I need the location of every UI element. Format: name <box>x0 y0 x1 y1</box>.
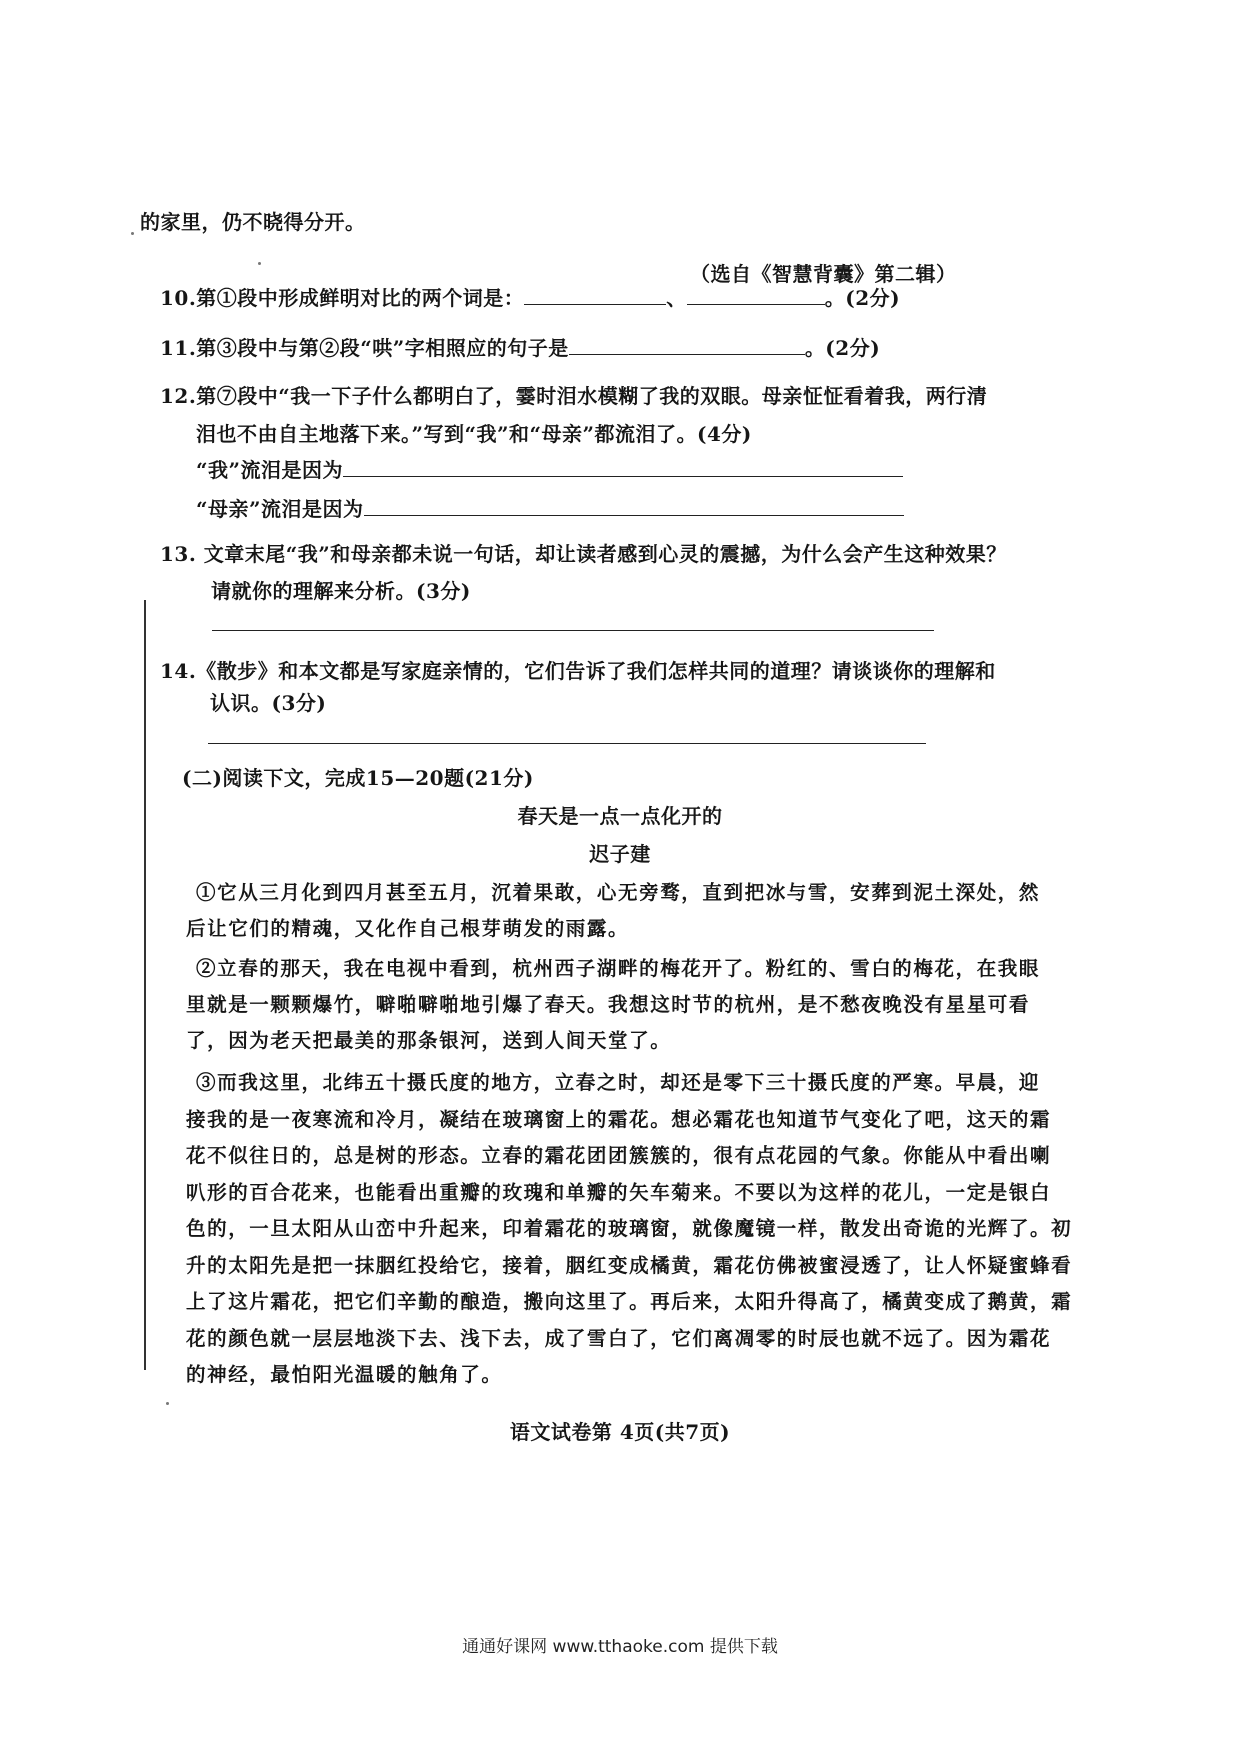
question-10 <box>160 282 900 311</box>
paragraph-3-line: 花的颜色就一层层地淡下去、浅下去，成了雪白了，它们离凋零的时辰也就不远了。因为霜花 <box>186 1326 1052 1350</box>
question-14-line1: 14.《散步》和本文都是写家庭亲情的，它们告诉了我们怎样共同的道理？请谈谈你的理解和 <box>160 659 996 683</box>
answer-line[interactable] <box>208 743 926 744</box>
answer-blank[interactable] <box>569 336 805 355</box>
question-12-line1: 12.第⑦段中“我一下子什么都明白了，霎时泪水模糊了我的双眼。母亲怔怔看着我，两行清 <box>160 384 988 408</box>
scan-speck <box>166 1402 169 1405</box>
scan-speck <box>258 262 261 265</box>
scan-speck <box>131 232 134 235</box>
answer-blank[interactable] <box>687 286 825 305</box>
paragraph-3-line: 升的太阳先是把一抹胭红投给它，接着，胭红变成橘黄，霜花仿佛被蜜浸透了，让人怀疑蜜蜂看 <box>186 1253 1073 1277</box>
source-note: （选自《智慧背囊》第二辑） <box>690 262 957 286</box>
question-13-line2: 请就你的理解来分析。(3分) <box>211 579 471 603</box>
question-10-text: 10.第①段中形成鲜明对比的两个词是： <box>160 286 525 310</box>
question-11-text: 11.第③段中与第②段“哄”字相照应的句子是 <box>160 336 569 360</box>
paragraph-2-line: ②立春的那天，我在电视中看到，杭州西子湖畔的梅花开了。粉红的、雪白的梅花，在我眼 <box>196 957 1041 980</box>
answer-blank[interactable] <box>524 286 666 305</box>
paragraph-3-line: 色的，一旦太阳从山峦中升起来，印着霜花的玻璃窗，就像魔镜一样，散发出奇诡的光辉了。初 <box>186 1217 1073 1240</box>
article-author: 迟子建 <box>589 842 651 866</box>
paragraph-3-line: 叭形的百合花来，也能看出重瓣的玫瑰和单瓣的矢车菊来。不要以为这样的花儿，一定是银白 <box>186 1180 1052 1204</box>
question-12-line2: 泪也不由自主地落下来。”写到“我”和“母亲”都流泪了。(4分) <box>196 422 752 446</box>
paragraph-1-line: 后让它们的精魂，又化作自己根芽萌发的雨露。 <box>186 917 630 940</box>
answer-label: “我”流泪是因为 <box>196 458 344 482</box>
answer-blank[interactable] <box>364 497 904 516</box>
paragraph-2-line: 了，因为老天把最美的那条银河，送到人间天堂了。 <box>186 1029 672 1052</box>
paragraph-3-line: 的神经，最怕阳光温暖的触角了。 <box>186 1363 503 1386</box>
page-number-footer: 语文试卷第 4页(共7页) <box>509 1419 731 1444</box>
question-10-sep: 、 <box>666 286 687 310</box>
answer-label: “母亲”流泪是因为 <box>196 497 364 521</box>
paragraph-3-line: 接我的是一夜寒流和冷月，凝结在玻璃窗上的霜花。想必霜花也知道节气变化了吧，这天的霜 <box>186 1107 1052 1131</box>
paragraph-1-line: ①它从三月化到四月甚至五月，沉着果敢，心无旁骛，直到把冰与雪，安葬到泥土深处，然 <box>196 881 1041 904</box>
continuation-line: 的家里，仍不晓得分开。 <box>140 210 366 234</box>
question-11 <box>160 332 880 361</box>
answer-line[interactable] <box>212 630 934 631</box>
paragraph-2-line: 里就是一颗颗爆竹，噼啪噼啪地引爆了春天。我想这时节的杭州，是不愁夜晚没有星星可看 <box>186 993 1031 1016</box>
question-12-answer-1 <box>196 454 903 483</box>
question-10-score: 。(2分) <box>824 286 901 310</box>
margin-line <box>144 600 146 1370</box>
paragraph-3-line: 上了这片霜花，把它们辛勤的酿造，搬向这里了。再后来，太阳升得高了，橘黄变成了鹅黄，霜 <box>186 1290 1073 1313</box>
section-2-heading: (二)阅读下文，完成15—20题(21分) <box>182 766 534 790</box>
paragraph-3-line: ③而我这里，北纬五十摄氏度的地方，立春之时，却还是零下三十摄氏度的严寒。早晨，迎 <box>196 1071 1041 1094</box>
download-watermark: 通通好课网 www.tthaoke.com 提供下载 <box>462 1637 778 1657</box>
article-title: 春天是一点一点化开的 <box>517 804 723 828</box>
answer-blank[interactable] <box>343 458 903 477</box>
paragraph-3-line: 花不似往日的，总是树的形态。立春的霜花团团簇簇的，很有点花园的气象。你能从中看出喇 <box>186 1144 1052 1167</box>
question-11-score: 。(2分) <box>804 336 881 360</box>
question-14-line2: 认识。(3分) <box>210 691 327 715</box>
question-12-answer-2 <box>196 493 904 522</box>
question-13-line1: 13. 文章末尾“我”和母亲都未说一句话，却让读者感到心灵的震撼，为什么会产生这种效果？ <box>160 542 1007 566</box>
